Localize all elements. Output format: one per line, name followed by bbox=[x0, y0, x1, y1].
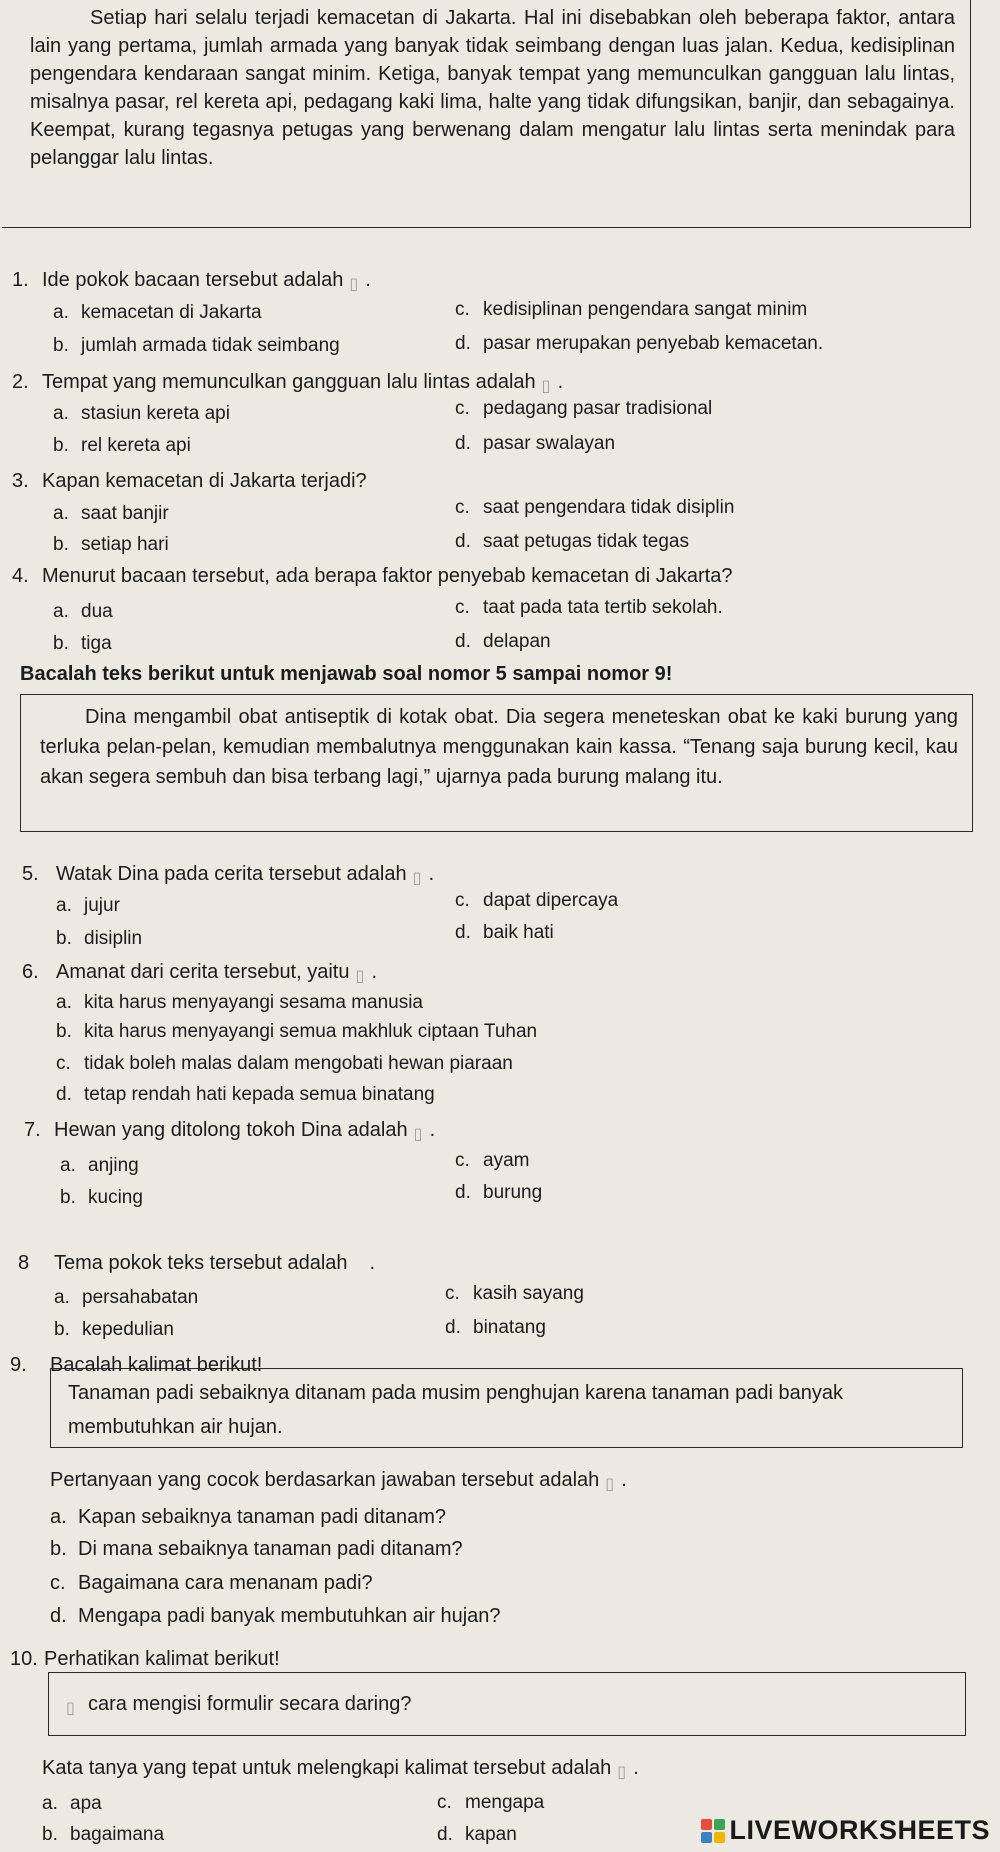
option-letter: a. bbox=[56, 895, 72, 916]
option-7a[interactable] bbox=[60, 1154, 139, 1178]
option-letter: b. bbox=[54, 1319, 70, 1340]
option-9b[interactable] bbox=[50, 1537, 463, 1561]
option-8c[interactable] bbox=[445, 1282, 584, 1306]
option-6a[interactable] bbox=[56, 991, 423, 1015]
option-1c[interactable] bbox=[455, 298, 807, 322]
logo-square-red bbox=[701, 1819, 712, 1830]
option-text: jumlah armada tidak seimbang bbox=[81, 335, 340, 356]
question-number: 3. bbox=[12, 470, 29, 492]
option-text: jujur bbox=[84, 895, 120, 916]
option-letter: b. bbox=[53, 435, 69, 456]
option-letter: a. bbox=[50, 1506, 67, 1528]
answer-blank-icon[interactable]: ▯ bbox=[541, 378, 551, 395]
option-10a[interactable] bbox=[42, 1792, 102, 1816]
question-number: 8 bbox=[18, 1252, 30, 1274]
option-6b[interactable] bbox=[56, 1020, 537, 1044]
question-number: 7. bbox=[24, 1119, 41, 1141]
question-3 bbox=[12, 469, 367, 493]
question-text: Watak Dina pada cerita tersebut adalah bbox=[56, 863, 407, 885]
question-number: 2. bbox=[12, 371, 29, 393]
option-letter: a. bbox=[56, 992, 72, 1013]
sentence-text-10 bbox=[66, 1692, 411, 1717]
question-text: Amanat dari cerita tersebut, yaitu bbox=[56, 961, 350, 983]
option-10b[interactable] bbox=[42, 1823, 164, 1847]
answer-blank-icon[interactable] bbox=[354, 1252, 370, 1272]
option-text: kepedulian bbox=[82, 1319, 174, 1340]
option-text: dapat dipercaya bbox=[483, 890, 619, 911]
option-letter: c. bbox=[455, 597, 470, 618]
option-6c[interactable] bbox=[56, 1052, 513, 1076]
option-7d[interactable] bbox=[455, 1181, 542, 1205]
option-letter: b. bbox=[42, 1824, 58, 1845]
option-letter: d. bbox=[455, 433, 471, 454]
instruction-heading: Bacalah teks berikut untuk menjawab soal nomor 5 sampai nomor 9! bbox=[20, 663, 673, 685]
option-text: kucing bbox=[88, 1187, 143, 1208]
option-text: binatang bbox=[473, 1317, 546, 1338]
question-text: Tempat yang memunculkan gangguan lalu lintas adalah bbox=[42, 371, 536, 393]
question-7 bbox=[24, 1118, 435, 1143]
option-2c[interactable] bbox=[455, 397, 712, 421]
question-number: 5. bbox=[22, 863, 39, 885]
option-text: pasar merupakan penyebab kemacetan. bbox=[483, 333, 824, 354]
option-letter: d. bbox=[455, 631, 471, 652]
option-letter: c. bbox=[445, 1283, 460, 1304]
option-letter: b. bbox=[50, 1538, 67, 1560]
answer-blank-icon[interactable]: ▯ bbox=[617, 1764, 627, 1781]
option-text: setiap hari bbox=[81, 534, 169, 555]
question-text: Bacalah kalimat berikut! bbox=[50, 1354, 263, 1376]
option-text: dua bbox=[81, 601, 113, 622]
question-10 bbox=[10, 1647, 280, 1671]
option-4b[interactable] bbox=[53, 632, 112, 656]
option-text: Bagaimana cara menanam padi? bbox=[78, 1572, 373, 1594]
option-letter: a. bbox=[54, 1287, 70, 1308]
answer-blank-icon[interactable]: ▯ bbox=[413, 1126, 423, 1143]
option-letter: c. bbox=[455, 398, 470, 419]
option-letter: c. bbox=[455, 890, 470, 911]
option-text: kemacetan di Jakarta bbox=[81, 302, 262, 323]
answer-blank-icon[interactable]: ▯ bbox=[605, 1476, 615, 1493]
prompt-text: Pertanyaan yang cocok berdasarkan jawaban tersebut adalah bbox=[50, 1469, 600, 1491]
question-10-prompt bbox=[42, 1756, 639, 1781]
option-text: delapan bbox=[483, 631, 551, 652]
option-7b[interactable] bbox=[60, 1186, 143, 1210]
option-letter: c. bbox=[50, 1572, 66, 1594]
question-5 bbox=[22, 862, 434, 887]
option-letter: a. bbox=[60, 1155, 76, 1176]
logo-square-green bbox=[714, 1819, 725, 1830]
option-text: Di mana sebaiknya tanaman padi ditanam? bbox=[78, 1538, 463, 1560]
option-text: tetap rendah hati kepada semua binatang bbox=[84, 1084, 435, 1105]
option-letter: d. bbox=[50, 1605, 67, 1627]
question-number: 10. bbox=[10, 1648, 38, 1670]
option-letter: a. bbox=[42, 1793, 58, 1814]
option-text: tidak boleh malas dalam mengobati hewan piaraan bbox=[84, 1053, 513, 1074]
option-text: ayam bbox=[483, 1150, 530, 1171]
option-text: disiplin bbox=[84, 928, 143, 949]
option-3a[interactable] bbox=[53, 502, 169, 526]
option-letter: d. bbox=[455, 1182, 471, 1203]
option-9a[interactable] bbox=[50, 1505, 446, 1529]
question-9-prompt bbox=[50, 1468, 627, 1493]
option-8b[interactable] bbox=[54, 1318, 174, 1342]
option-text: stasiun kereta api bbox=[81, 403, 230, 424]
logo-square-yellow bbox=[714, 1832, 725, 1843]
option-letter: d. bbox=[455, 922, 471, 943]
period: . bbox=[428, 863, 435, 885]
option-4c[interactable] bbox=[455, 596, 723, 620]
option-text: kita harus menyayangi sesama manusia bbox=[84, 992, 424, 1013]
option-letter: b. bbox=[56, 1021, 72, 1042]
period: . bbox=[633, 1757, 639, 1779]
option-1a[interactable] bbox=[53, 301, 262, 325]
option-text: rel kereta api bbox=[81, 435, 191, 456]
period: . bbox=[557, 371, 564, 393]
option-letter: c. bbox=[455, 497, 470, 518]
option-9c[interactable] bbox=[50, 1571, 373, 1595]
question-text: Kapan kemacetan di Jakarta terjadi? bbox=[42, 470, 367, 492]
option-7c[interactable] bbox=[455, 1149, 529, 1173]
option-text: baik hati bbox=[483, 922, 554, 943]
option-2b[interactable] bbox=[53, 434, 191, 458]
option-letter: d. bbox=[445, 1317, 461, 1338]
answer-blank-icon[interactable]: ▯ bbox=[66, 1700, 75, 1717]
period: . bbox=[365, 269, 371, 291]
option-text: taat pada tata tertib sekolah. bbox=[483, 597, 723, 618]
option-text: saat pengendara tidak disiplin bbox=[483, 497, 735, 518]
option-5b[interactable] bbox=[56, 927, 142, 951]
option-10d[interactable] bbox=[437, 1823, 517, 1847]
option-text: bagaimana bbox=[70, 1824, 165, 1845]
option-5c[interactable] bbox=[455, 889, 618, 913]
option-letter: b. bbox=[60, 1187, 76, 1208]
option-8d[interactable] bbox=[445, 1316, 546, 1340]
option-5a[interactable] bbox=[56, 894, 120, 918]
question-6 bbox=[22, 960, 377, 985]
option-letter: d. bbox=[56, 1084, 72, 1105]
option-letter: c. bbox=[56, 1053, 71, 1074]
option-text: kasih sayang bbox=[473, 1283, 584, 1304]
question-1 bbox=[12, 268, 371, 293]
answer-blank-icon[interactable]: ▯ bbox=[412, 870, 422, 887]
option-letter: d. bbox=[455, 333, 471, 354]
option-text: tiga bbox=[81, 633, 112, 654]
option-letter: c. bbox=[455, 1150, 470, 1171]
option-text: apa bbox=[70, 1793, 102, 1814]
liveworksheets-logo[interactable] bbox=[701, 1815, 990, 1846]
question-4 bbox=[12, 564, 732, 588]
option-text: persahabatan bbox=[82, 1287, 199, 1308]
period: . bbox=[369, 1252, 376, 1274]
option-5d[interactable] bbox=[455, 921, 554, 945]
question-8 bbox=[18, 1251, 375, 1275]
option-6d[interactable] bbox=[56, 1083, 435, 1107]
passage-text: Setiap hari selalu terjadi kemacetan di Jakarta. Hal ini disebabkan oleh beberapa faktor, antara lain yang pertama, jumlah armada yang banyak tidak seimbang dengan luas jalan. Kedua, kedisiplinan pengendara kendaraan sangat minim. Ketiga, banyak tempat yang memunculkan gangguan lalu lintas, misalnya pasar, rel kereta api, pedagang kaki lima, halte yang tidak difungsikan, banjir, dan sebagainya. Keempat, kurang tegasnya petugas yang berwenang dalam mengatur lalu lintas serta menindak para pelanggar lalu lintas. bbox=[30, 7, 955, 169]
option-letter: b. bbox=[53, 534, 69, 555]
option-letter: a. bbox=[53, 601, 69, 622]
option-8a[interactable] bbox=[54, 1286, 198, 1310]
logo-text: LIVEWORKSHEETS bbox=[729, 1815, 990, 1845]
option-text: mengapa bbox=[465, 1792, 545, 1813]
option-10c[interactable] bbox=[437, 1791, 544, 1815]
option-letter: b. bbox=[53, 633, 69, 654]
option-letter: b. bbox=[56, 928, 72, 949]
option-3c[interactable] bbox=[455, 496, 734, 520]
passage-2-text: Dina mengambil obat antiseptik di kotak obat. Dia segera meneteskan obat ke kaki burung yang terluka pelan-pelan, kemudian membalutnya menggunakan kain kassa. “Tenang saja burung kecil, kau akan segera sembuh dan bisa terbang lagi,” ujarnya pada burung malang itu. bbox=[40, 706, 958, 788]
option-text: Kapan sebaiknya tanaman padi ditanam? bbox=[78, 1506, 447, 1528]
logo-square-blue bbox=[701, 1832, 712, 1843]
option-3d[interactable] bbox=[455, 530, 689, 554]
option-9d[interactable] bbox=[50, 1604, 501, 1628]
option-text: pedagang pasar tradisional bbox=[483, 398, 713, 419]
question-2 bbox=[12, 370, 563, 395]
option-letter: d. bbox=[437, 1824, 453, 1845]
sentence-text: cara mengisi formulir secara daring? bbox=[88, 1693, 412, 1715]
option-text: kedisiplinan pengendara sangat minim bbox=[483, 299, 808, 320]
option-letter: c. bbox=[455, 299, 470, 320]
option-text: anjing bbox=[88, 1155, 139, 1176]
option-letter: c. bbox=[437, 1792, 452, 1813]
option-3b[interactable] bbox=[53, 533, 169, 557]
option-4a[interactable] bbox=[53, 600, 113, 624]
question-text: Perhatikan kalimat berikut! bbox=[44, 1648, 280, 1670]
option-text: burung bbox=[483, 1182, 543, 1203]
option-letter: a. bbox=[53, 503, 69, 524]
question-number: 9. bbox=[10, 1354, 27, 1376]
option-letter: d. bbox=[455, 531, 471, 552]
period: . bbox=[371, 961, 378, 983]
option-letter: a. bbox=[53, 302, 69, 323]
question-text: Tema pokok teks tersebut adalah bbox=[54, 1252, 348, 1274]
option-text: saat banjir bbox=[81, 503, 169, 524]
prompt-text: Kata tanya yang tepat untuk melengkapi kalimat tersebut adalah bbox=[42, 1757, 612, 1779]
question-number: 4. bbox=[12, 565, 29, 587]
option-1d[interactable] bbox=[455, 332, 823, 356]
option-text: pasar swalayan bbox=[483, 433, 616, 454]
question-text: Ide pokok bacaan tersebut adalah bbox=[42, 269, 344, 291]
period: . bbox=[429, 1119, 436, 1141]
option-1b[interactable] bbox=[53, 334, 340, 358]
option-text: Mengapa padi banyak membutuhkan air hujan? bbox=[78, 1605, 501, 1627]
question-number: 6. bbox=[22, 961, 39, 983]
question-text: Hewan yang ditolong tokoh Dina adalah bbox=[54, 1119, 408, 1141]
logo-grid-icon bbox=[701, 1819, 725, 1843]
sentence-text-9: Tanaman padi sebaiknya ditanam pada musim penghujan karena tanaman padi banyak membutuhkan air hujan. bbox=[68, 1382, 843, 1438]
option-letter: a. bbox=[53, 403, 69, 424]
option-letter: b. bbox=[53, 335, 69, 356]
option-2a[interactable] bbox=[53, 402, 230, 426]
period: . bbox=[621, 1469, 627, 1491]
question-text: Menurut bacaan tersebut, ada berapa faktor penyebab kemacetan di Jakarta? bbox=[42, 565, 733, 587]
option-text: kapan bbox=[465, 1824, 517, 1845]
question-number: 1. bbox=[12, 269, 29, 291]
option-text: kita harus menyayangi semua makhluk ciptaan Tuhan bbox=[84, 1021, 538, 1042]
option-4d[interactable] bbox=[455, 630, 551, 654]
answer-blank-icon[interactable]: ▯ bbox=[349, 276, 359, 293]
answer-blank-icon[interactable]: ▯ bbox=[355, 968, 365, 985]
option-2d[interactable] bbox=[455, 432, 615, 456]
option-text: saat petugas tidak tegas bbox=[483, 531, 689, 552]
